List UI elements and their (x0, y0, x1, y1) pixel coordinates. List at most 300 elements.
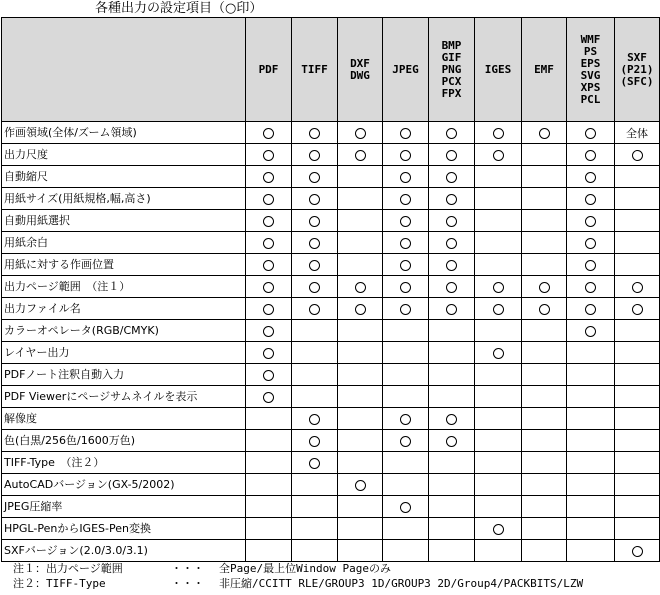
table-cell (383, 210, 429, 232)
circle-mark-icon (446, 194, 457, 205)
table-cell (429, 540, 475, 562)
table-cell (292, 298, 338, 320)
header-corner (2, 18, 246, 122)
row-label: HPGL-PenからIGES-Pen変換 (2, 518, 246, 540)
table-cell (522, 518, 567, 540)
table-title: 各種出力の設定項目（○印） (95, 1, 263, 16)
column-header-sxf: SXF (P21) (SFC) (615, 18, 660, 122)
table-cell (246, 210, 292, 232)
table-cell (522, 342, 567, 364)
circle-mark-icon (355, 304, 366, 315)
table-cell (615, 166, 660, 188)
footnote-text: 全Page/最上位Window Pageのみ (219, 562, 391, 575)
column-header-iges: IGES (475, 18, 522, 122)
circle-mark-icon (400, 128, 411, 139)
table-cell (383, 188, 429, 210)
table-cell (246, 496, 292, 518)
table-cell (246, 430, 292, 452)
table-cell (338, 518, 383, 540)
table-cell (429, 276, 475, 298)
circle-mark-icon (263, 392, 274, 403)
circle-mark-icon (446, 128, 457, 139)
table-cell (475, 386, 522, 408)
circle-mark-icon (585, 260, 596, 271)
table-cell (429, 188, 475, 210)
row-label: SXFバージョン(2.0/3.0/3.1) (2, 540, 246, 562)
circle-mark-icon (632, 546, 643, 557)
footnote-2 (13, 576, 583, 591)
circle-mark-icon (585, 304, 596, 315)
circle-mark-icon (309, 216, 320, 227)
table-cell (475, 166, 522, 188)
table-cell (383, 474, 429, 496)
table-cell (383, 298, 429, 320)
circle-mark-icon (400, 172, 411, 183)
table-cell (383, 276, 429, 298)
circle-mark-icon (263, 238, 274, 249)
table-cell (338, 144, 383, 166)
table-cell (475, 364, 522, 386)
cell-text: 全体 (626, 126, 648, 140)
table-cell (429, 342, 475, 364)
circle-mark-icon (309, 128, 320, 139)
circle-mark-icon (263, 348, 274, 359)
table-cell (567, 518, 615, 540)
circle-mark-icon (309, 436, 320, 447)
table-cell (522, 144, 567, 166)
table-cell (338, 276, 383, 298)
table-cell (338, 496, 383, 518)
circle-mark-icon (309, 282, 320, 293)
table-cell (338, 342, 383, 364)
row-label: AutoCADバージョン(GX-5/2002) (2, 474, 246, 496)
circle-mark-icon (263, 260, 274, 271)
circle-mark-icon (355, 150, 366, 161)
circle-mark-icon (263, 216, 274, 227)
table-cell (383, 122, 429, 144)
table-cell (292, 166, 338, 188)
row-label: 出力尺度 (2, 144, 246, 166)
table-cell (383, 364, 429, 386)
table-cell (475, 496, 522, 518)
circle-mark-icon (263, 326, 274, 337)
table-cell (522, 386, 567, 408)
table-cell (567, 320, 615, 342)
circle-mark-icon (493, 524, 504, 535)
table-cell (522, 188, 567, 210)
table-cell (475, 540, 522, 562)
table-cell (338, 386, 383, 408)
table-cell (383, 144, 429, 166)
circle-mark-icon (539, 128, 550, 139)
table-cell (475, 188, 522, 210)
table-cell (615, 386, 660, 408)
table-cell (429, 210, 475, 232)
table-cell (475, 210, 522, 232)
table-row (2, 540, 660, 562)
table-cell (429, 364, 475, 386)
circle-mark-icon (400, 238, 411, 249)
table-cell (292, 188, 338, 210)
table-row (2, 430, 660, 452)
circle-mark-icon (446, 260, 457, 271)
table-row (2, 210, 660, 232)
table-cell (567, 254, 615, 276)
circle-mark-icon (493, 304, 504, 315)
table-cell (338, 254, 383, 276)
table-cell (246, 298, 292, 320)
circle-mark-icon (585, 172, 596, 183)
table-cell (338, 364, 383, 386)
table-row (2, 232, 660, 254)
row-label: TIFF-Type （注２） (2, 452, 246, 474)
circle-mark-icon (400, 194, 411, 205)
table-cell (567, 166, 615, 188)
table-cell (429, 430, 475, 452)
table-cell (338, 408, 383, 430)
table-cell (615, 144, 660, 166)
table-row (2, 122, 660, 144)
circle-mark-icon (585, 326, 596, 337)
table-cell (338, 210, 383, 232)
table-row (2, 298, 660, 320)
circle-mark-icon (400, 282, 411, 293)
table-cell (246, 276, 292, 298)
table-cell (338, 320, 383, 342)
circle-mark-icon (309, 458, 320, 469)
table-cell (475, 232, 522, 254)
circle-mark-icon (355, 480, 366, 491)
table-cell (567, 540, 615, 562)
row-label: 自動用紙選択 (2, 210, 246, 232)
table-cell (292, 474, 338, 496)
table-cell (615, 496, 660, 518)
row-label: カラーオペレータ(RGB/CMYK) (2, 320, 246, 342)
circle-mark-icon (632, 304, 643, 315)
table-cell (292, 232, 338, 254)
table-cell (522, 540, 567, 562)
table-cell (522, 474, 567, 496)
table-row (2, 144, 660, 166)
circle-mark-icon (309, 194, 320, 205)
circle-mark-icon (263, 282, 274, 293)
table-cell (429, 254, 475, 276)
table-row (2, 166, 660, 188)
table-cell (475, 518, 522, 540)
circle-mark-icon (263, 172, 274, 183)
table-cell (292, 342, 338, 364)
table-cell (567, 144, 615, 166)
circle-mark-icon (493, 282, 504, 293)
circle-mark-icon (446, 414, 457, 425)
table-cell (429, 474, 475, 496)
circle-mark-icon (400, 150, 411, 161)
circle-mark-icon (400, 436, 411, 447)
table-row (2, 518, 660, 540)
table-cell (522, 496, 567, 518)
table-cell (615, 452, 660, 474)
column-header-wmf-group: WMF PS EPS SVG XPS PCL (567, 18, 615, 122)
table-cell (567, 210, 615, 232)
circle-mark-icon (263, 194, 274, 205)
circle-mark-icon (263, 304, 274, 315)
circle-mark-icon (400, 304, 411, 315)
table-cell (246, 188, 292, 210)
circle-mark-icon (309, 172, 320, 183)
circle-mark-icon (585, 194, 596, 205)
table-cell (246, 232, 292, 254)
row-label: 用紙余白 (2, 232, 246, 254)
table-cell (615, 342, 660, 364)
table-cell (338, 188, 383, 210)
table-cell (338, 474, 383, 496)
circle-mark-icon (355, 282, 366, 293)
circle-mark-icon (446, 304, 457, 315)
table-cell (475, 320, 522, 342)
table-cell (246, 386, 292, 408)
circle-mark-icon (400, 216, 411, 227)
table-cell (567, 430, 615, 452)
table-cell (292, 144, 338, 166)
circle-mark-icon (446, 172, 457, 183)
table-row (2, 496, 660, 518)
table-cell (429, 320, 475, 342)
circle-mark-icon (585, 128, 596, 139)
table-cell (246, 122, 292, 144)
row-label: PDFノート注釈自動入力 (2, 364, 246, 386)
circle-mark-icon (585, 216, 596, 227)
table-cell (567, 298, 615, 320)
table-cell (383, 320, 429, 342)
table-cell (246, 540, 292, 562)
table-cell (522, 122, 567, 144)
table-cell (292, 364, 338, 386)
table-cell (475, 276, 522, 298)
table-cell (429, 496, 475, 518)
table-cell (383, 408, 429, 430)
table-cell (522, 166, 567, 188)
table-cell (567, 452, 615, 474)
table-cell (383, 166, 429, 188)
header-row (2, 18, 660, 122)
table-cell (615, 276, 660, 298)
table-cell (615, 210, 660, 232)
column-header-bmp-group: BMP GIF PNG PCX FPX (429, 18, 475, 122)
row-label: 作画領域(全体/ズーム領域) (2, 122, 246, 144)
circle-mark-icon (585, 150, 596, 161)
table-cell (475, 298, 522, 320)
table-cell (475, 430, 522, 452)
row-label: 用紙サイズ(用紙規格,幅,高さ) (2, 188, 246, 210)
row-label: 解像度 (2, 408, 246, 430)
table-cell (383, 386, 429, 408)
circle-mark-icon (400, 502, 411, 513)
table-cell (383, 232, 429, 254)
table-cell (246, 254, 292, 276)
row-label: 色(白黒/256色/1600万色) (2, 430, 246, 452)
table-cell (383, 496, 429, 518)
circle-mark-icon (263, 128, 274, 139)
table-cell (567, 364, 615, 386)
table-cell (567, 188, 615, 210)
table-row (2, 386, 660, 408)
table-row (2, 320, 660, 342)
table-cell (567, 386, 615, 408)
column-header-pdf: PDF (246, 18, 292, 122)
table-cell (292, 386, 338, 408)
table-row (2, 342, 660, 364)
table-cell (429, 166, 475, 188)
table-cell (292, 430, 338, 452)
table-cell (567, 474, 615, 496)
table-cell (246, 474, 292, 496)
table-cell (475, 452, 522, 474)
table-cell (292, 496, 338, 518)
row-label: 自動縮尺 (2, 166, 246, 188)
table-cell (615, 188, 660, 210)
table-cell (475, 474, 522, 496)
table-cell (338, 232, 383, 254)
table-cell (292, 254, 338, 276)
row-label: JPEG圧縮率 (2, 496, 246, 518)
table-cell (338, 452, 383, 474)
table-cell (475, 144, 522, 166)
table-cell (567, 496, 615, 518)
table-cell (567, 276, 615, 298)
table-cell (522, 320, 567, 342)
table-cell (429, 144, 475, 166)
table-cell (246, 342, 292, 364)
table-body (2, 122, 660, 562)
row-label: 用紙に対する作画位置 (2, 254, 246, 276)
column-header-jpeg: JPEG (383, 18, 429, 122)
settings-table (1, 17, 660, 562)
table-cell (292, 210, 338, 232)
table-cell (522, 276, 567, 298)
table-cell (292, 122, 338, 144)
table-cell (615, 408, 660, 430)
circle-mark-icon (446, 216, 457, 227)
table-cell (246, 452, 292, 474)
table-cell (383, 254, 429, 276)
table-cell (615, 364, 660, 386)
table-row (2, 254, 660, 276)
table-cell (429, 452, 475, 474)
circle-mark-icon (400, 414, 411, 425)
table-cell (522, 364, 567, 386)
table-cell (522, 254, 567, 276)
table-cell (338, 166, 383, 188)
table-cell (475, 408, 522, 430)
footnote-label: 注２：TIFF-Type (13, 577, 106, 590)
table-cell (522, 210, 567, 232)
table-cell (383, 342, 429, 364)
table-cell (429, 518, 475, 540)
table-cell (429, 232, 475, 254)
footnotes (13, 561, 583, 591)
table-row (2, 276, 660, 298)
table-cell (615, 518, 660, 540)
circle-mark-icon (309, 260, 320, 271)
circle-mark-icon (632, 150, 643, 161)
footnote-dots: ・・・ (171, 577, 204, 590)
table-cell (615, 540, 660, 562)
table-cell (383, 430, 429, 452)
table-cell (338, 540, 383, 562)
table-row (2, 364, 660, 386)
table-cell (429, 122, 475, 144)
row-label: 出力ファイル名 (2, 298, 246, 320)
table-row (2, 474, 660, 496)
table-cell (567, 232, 615, 254)
table-cell (292, 408, 338, 430)
footnote-1 (13, 561, 583, 576)
table-cell (615, 232, 660, 254)
circle-mark-icon (585, 282, 596, 293)
table-cell (292, 320, 338, 342)
table-cell (522, 232, 567, 254)
circle-mark-icon (493, 348, 504, 359)
table-cell (338, 298, 383, 320)
circle-mark-icon (263, 370, 274, 381)
footnote-text: 非圧縮/CCITT RLE/GROUP3 1D/GROUP3 2D/Group4/PACKBITS/LZW (219, 577, 584, 590)
circle-mark-icon (309, 304, 320, 315)
circle-mark-icon (446, 150, 457, 161)
table-row (2, 188, 660, 210)
table-cell (292, 540, 338, 562)
circle-mark-icon (446, 282, 457, 293)
column-header-tiff: TIFF (292, 18, 338, 122)
table-cell (522, 298, 567, 320)
table-cell (246, 518, 292, 540)
row-label: PDF Viewerにページサムネイルを表示 (2, 386, 246, 408)
table-cell (429, 408, 475, 430)
table-cell (522, 408, 567, 430)
footnote-dots: ・・・ (171, 562, 204, 575)
table-cell (292, 452, 338, 474)
row-label: レイヤー出力 (2, 342, 246, 364)
table-cell (567, 122, 615, 144)
table-cell (615, 430, 660, 452)
table-cell (522, 430, 567, 452)
circle-mark-icon (309, 238, 320, 249)
table-cell (429, 298, 475, 320)
circle-mark-icon (355, 128, 366, 139)
circle-mark-icon (309, 414, 320, 425)
table-cell (246, 364, 292, 386)
table-cell (615, 298, 660, 320)
table-cell (246, 144, 292, 166)
table-cell (292, 518, 338, 540)
table-cell (567, 342, 615, 364)
footnote-label: 注１：出力ページ範囲 (13, 562, 123, 575)
circle-mark-icon (446, 436, 457, 447)
table-cell (615, 122, 660, 144)
circle-mark-icon (493, 128, 504, 139)
table-cell (246, 166, 292, 188)
table-cell (383, 540, 429, 562)
table-cell (383, 452, 429, 474)
table-row (2, 408, 660, 430)
table-cell (475, 342, 522, 364)
circle-mark-icon (446, 238, 457, 249)
circle-mark-icon (263, 150, 274, 161)
row-label: 出力ページ範囲 （注１） (2, 276, 246, 298)
table-cell (475, 254, 522, 276)
table-cell (429, 386, 475, 408)
table-cell (338, 430, 383, 452)
column-header-emf: EMF (522, 18, 567, 122)
